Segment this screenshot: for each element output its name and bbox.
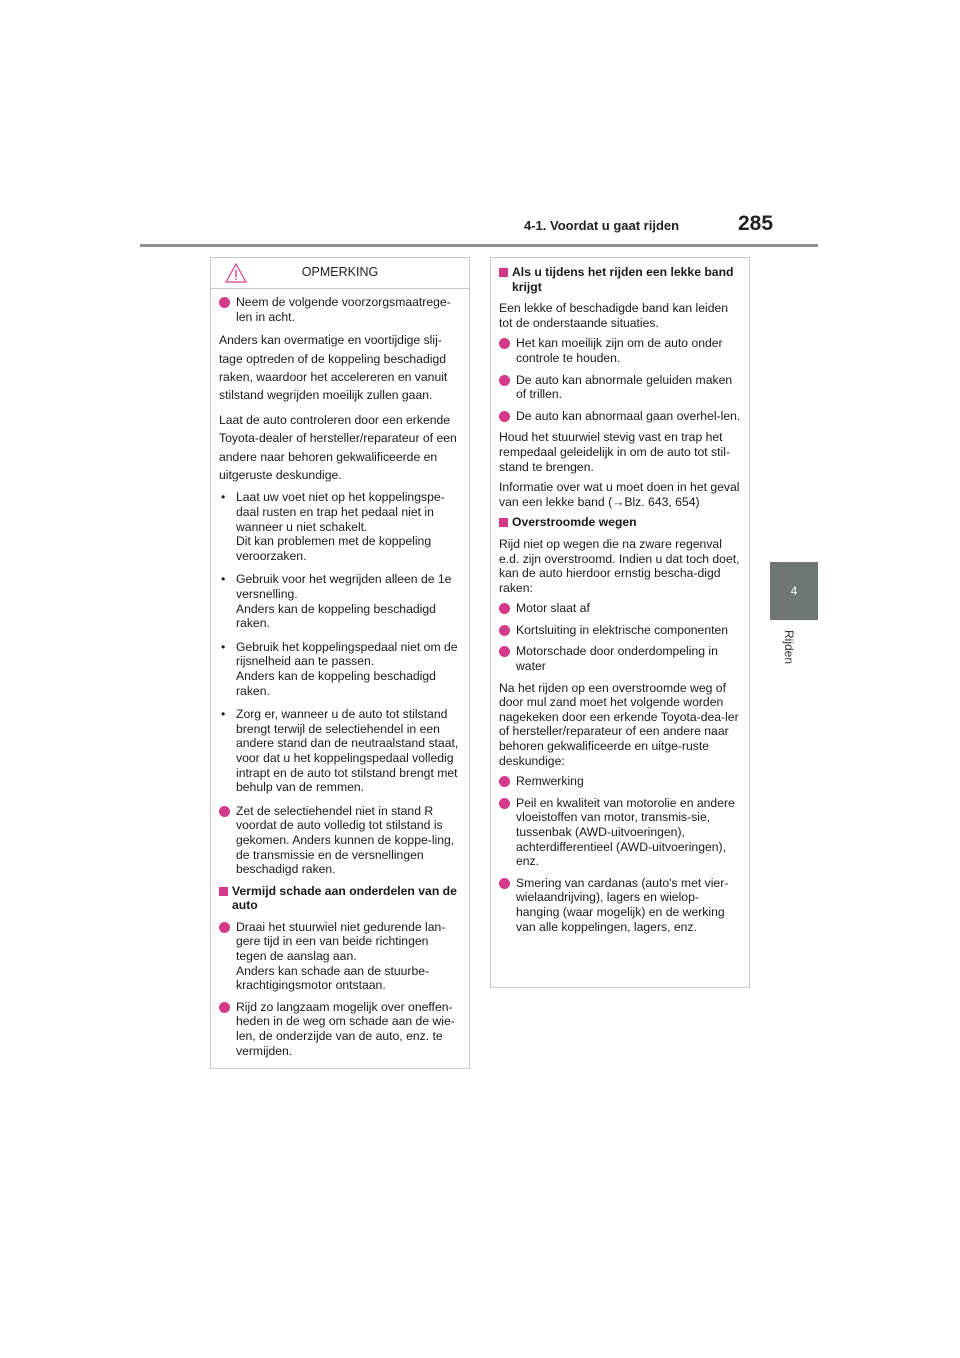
bullet-dot-icon (499, 878, 510, 889)
header-divider (140, 244, 818, 247)
bullet-dot-icon (499, 603, 510, 614)
notice-header (211, 258, 469, 289)
dash-item: • Laat uw voet niet op het koppelingspe-daal rusten en trap het pedaal niet in wanneer u niet schakelt. Dit kan problemen met de koppeling veroorzaken. (221, 490, 445, 563)
dash-item: • Gebruik voor het wegrijden alleen de 1e versnelling. Anders kan de koppeling beschadigd raken. (221, 572, 452, 631)
dash-item: • Gebruik het koppelingspedaal niet om de rijsnelheid aan te passen. Anders kan de koppeling beschadigd raken. (221, 639, 458, 698)
paragraph: Houd het stuurwiel stevig vast en trap het rempedaal geleidelijk in om de auto tot stil-stand te brengen. (499, 430, 731, 474)
bullet-item: Motor slaat af (499, 601, 741, 616)
info-content (491, 258, 749, 934)
paragraph: Rijd niet op wegen die na zware regenval e.d. zijn overstroomd. Indien u dat toch doet, kan de auto hierdoor ernstig bescha-digd raken: (499, 536, 740, 595)
notice-box (210, 257, 470, 1069)
square-marker-icon (499, 268, 508, 277)
info-box (490, 257, 750, 988)
bullet-dot-icon (499, 338, 510, 349)
bullet-dot-icon (499, 625, 510, 636)
paragraph: Laat de auto controleren door een erkende Toyota-dealer of hersteller/reparateur of een andere naar behoren gekwalificeerde en uitgeruste deskundige. (219, 412, 457, 483)
subheading: Als u tijdens het rijden een lekke band krijgt (499, 265, 741, 294)
bullet-dot-icon (499, 375, 510, 386)
bullet-item: Neem de volgende voorzorgsmaatrege-len in acht. (219, 295, 461, 324)
section-title: 4-1. Voordat u gaat rijden (524, 218, 680, 233)
paragraph: Na het rijden op een overstroomde weg of door mul zand moet het volgende worden nagekeken door een erkende Toyota-dea-ler of hersteller/reparateur of een andere naar behoren gekwalificeerde en uitge-ruste deskundige: (499, 680, 739, 768)
bullet-dot-icon (499, 411, 510, 422)
bullet-dot-icon (219, 297, 230, 308)
dash-item: • Zorg er, wanneer u de auto tot stilstand brengt terwijl de selectiehendel in een andere stand dan de neutraalstand staat, voor dat u het koppelingspedaal volledig intrapt en de auto tot stilstand brengt met behulp van de remmen. (221, 707, 459, 795)
bullet-dot-icon (219, 922, 230, 933)
page-number: 285 (738, 212, 774, 235)
bullet-item: Smering van cardanas (auto's met vier-wielaandrijving), lagers en wielop-hanging (waar mogelijk) en de werking van alle koppelingen, lagers, enz. (499, 876, 741, 934)
paragraph: Anders kan overmatige en voortijdige slij-tage optreden of de koppeling beschadigd raken, waardoor het accelereren en vanuit stilstand wegrijden moeilijk zullen gaan. (219, 333, 448, 403)
square-marker-icon (499, 518, 508, 527)
bullet-item: Draai het stuurwiel niet gedurende lan-gere tijd in een van beide richtingen tegen de aanslag aan. Anders kan schade aan de stuurbe-krachtigingsmotor ontstaan. (219, 920, 461, 993)
bullet-item: Peil en kwaliteit van motorolie en andere vloeistoffen van motor, transmis-sie, tussenbak (AWD-uitvoeringen), achterdifferentieel (AWD-uitvoeringen), enz. (499, 796, 741, 869)
notice-content (211, 289, 469, 1058)
bullet-dot-icon (499, 798, 510, 809)
paragraph: Informatie over wat u moet doen in het geval van een lekke band (→Blz. 643, 654) (499, 480, 740, 509)
bullet-item: Motorschade door onderdompeling in water (499, 644, 741, 673)
paragraph: Een lekke of beschadigde band kan leiden tot de onderstaande situaties. (499, 301, 729, 330)
bullet-item: De auto kan abnormaal gaan overhel-len. (499, 409, 741, 424)
subheading: Overstroomde wegen (499, 515, 741, 530)
bullet-item: Rijd zo langzaam mogelijk over oneffen-heden in de weg om schade aan de wie-len, de onderzijde van de auto, enz. te vermijden. (219, 1000, 461, 1058)
notice-title: OPMERKING (301, 265, 379, 279)
square-marker-icon (219, 887, 228, 896)
bullet-dot-icon (499, 776, 510, 787)
bullet-item: Kortsluiting in elektrische componenten (499, 623, 741, 638)
bullet-item: Zet de selectiehendel niet in stand R voordat de auto volledig tot stilstand is gekomen. Anders kunnen de koppe-ling, de transmissie en de versnellingen beschadigd raken. (219, 804, 461, 877)
bullet-item: De auto kan abnormale geluiden maken of trillen. (499, 373, 741, 402)
chapter-label: Rijden (782, 630, 796, 665)
bullet-dot-icon (219, 806, 230, 817)
bullet-dot-icon (219, 1002, 230, 1013)
subheading: Vermijd schade aan onderdelen van de auto (219, 884, 461, 913)
bullet-dot-icon (499, 646, 510, 657)
chapter-tab: 4 (770, 562, 818, 620)
bullet-item: Het kan moeilijk zijn om de auto onder controle te houden. (499, 336, 741, 365)
bullet-item: Remwerking (499, 774, 741, 789)
